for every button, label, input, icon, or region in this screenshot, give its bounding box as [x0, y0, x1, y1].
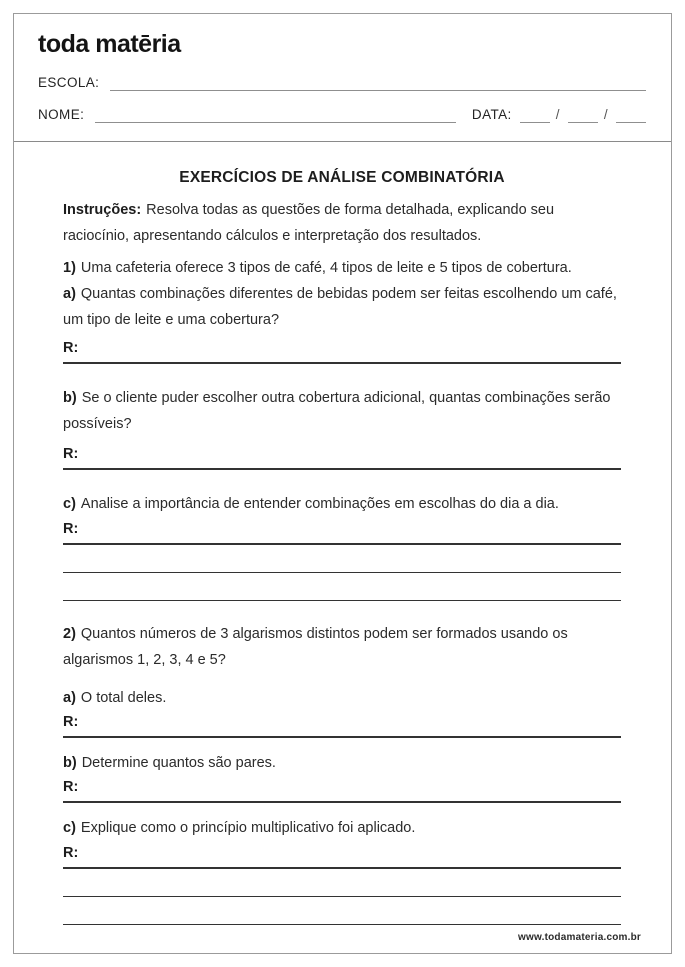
question-1b	[63, 385, 621, 437]
answer-label: R:	[63, 340, 79, 356]
question-2	[63, 621, 621, 673]
answer-line	[63, 339, 621, 364]
instructions-text: Resolva todas as questões de forma detalhada, explicando seu raciocínio, apresentando cálculos e interpretação dos resultados.	[63, 202, 555, 244]
question-1a-text: Quantas combinações diferentes de bebidas podem ser feitas escolhendo um café, um tipo de leite e uma cobertura?	[63, 286, 617, 328]
answer-line	[63, 520, 621, 545]
worksheet-page	[13, 13, 672, 954]
question-2a	[63, 685, 621, 711]
answer-line	[63, 445, 621, 470]
question-1b-letter: b)	[63, 390, 77, 406]
answer-block-2b	[63, 778, 621, 803]
date-year-line	[616, 108, 646, 123]
question-1c-letter: c)	[63, 496, 76, 512]
toda-materia-logo: toda matēria	[38, 30, 181, 58]
footer-url: www.todamateria.com.br	[518, 932, 641, 943]
answer-block-1b	[63, 445, 621, 470]
question-1c-text: Analise a importância de entender combinações em escolhas do dia a dia.	[80, 496, 559, 512]
question-2a-letter: a)	[63, 690, 76, 706]
question-1	[63, 255, 621, 281]
answer-line	[63, 778, 621, 803]
school-field-row	[38, 74, 646, 91]
question-1c	[63, 491, 621, 517]
answer-line	[63, 844, 621, 869]
answer-line	[63, 713, 621, 738]
question-2-text: Quantos números de 3 algarismos distintos podem ser formados usando os algarismos 1, 2, 3, 4 e 5?	[63, 626, 568, 668]
question-1a	[63, 281, 621, 333]
question-2-number: 2)	[63, 626, 76, 642]
name-label: NOME:	[38, 107, 85, 122]
worksheet-title: EXERCÍCIOS DE ANÁLISE COMBINATÓRIA	[179, 169, 505, 186]
answer-label: R:	[63, 714, 79, 730]
answer-line	[63, 573, 621, 601]
question-2b-text: Determine quantos são pares.	[81, 755, 276, 771]
question-2c	[63, 815, 621, 841]
instructions	[63, 197, 621, 249]
question-2c-letter: c)	[63, 820, 76, 836]
question-2a-text: O total deles.	[80, 690, 167, 706]
date-label: DATA:	[471, 107, 512, 122]
date-day-line	[520, 108, 550, 123]
date-slash: /	[603, 107, 608, 122]
answer-label: R:	[63, 845, 79, 861]
date-slash: /	[555, 107, 560, 122]
answer-block-2a	[63, 713, 621, 738]
name-fill-line	[95, 108, 456, 123]
instructions-label: Instruções:	[63, 202, 142, 218]
question-1b-text: Se o cliente puder escolher outra cobertura adicional, quantas combinações serão possíveis?	[63, 390, 611, 432]
date-group	[472, 106, 646, 123]
answer-block-2c	[63, 844, 621, 925]
page-header	[14, 14, 671, 142]
date-month-line	[568, 108, 598, 123]
school-fill-line	[110, 76, 646, 91]
worksheet-content	[14, 142, 671, 953]
answer-line	[63, 897, 621, 925]
school-label: ESCOLA:	[38, 75, 100, 90]
answer-block-1c	[63, 520, 621, 601]
answer-label: R:	[63, 521, 79, 537]
question-2b	[63, 750, 621, 776]
question-2b-letter: b)	[63, 755, 77, 771]
answer-line	[63, 869, 621, 897]
answer-label: R:	[63, 446, 79, 462]
answer-block-1a	[63, 339, 621, 364]
question-2c-text: Explique como o princípio multiplicativo foi aplicado.	[80, 820, 416, 836]
question-1-text: Uma cafeteria oferece 3 tipos de café, 4 tipos de leite e 5 tipos de cobertura.	[80, 260, 572, 276]
name-date-field-row	[38, 106, 646, 123]
answer-label: R:	[63, 779, 79, 795]
question-1a-letter: a)	[63, 286, 76, 302]
answer-line	[63, 545, 621, 573]
question-1-number: 1)	[63, 260, 76, 276]
